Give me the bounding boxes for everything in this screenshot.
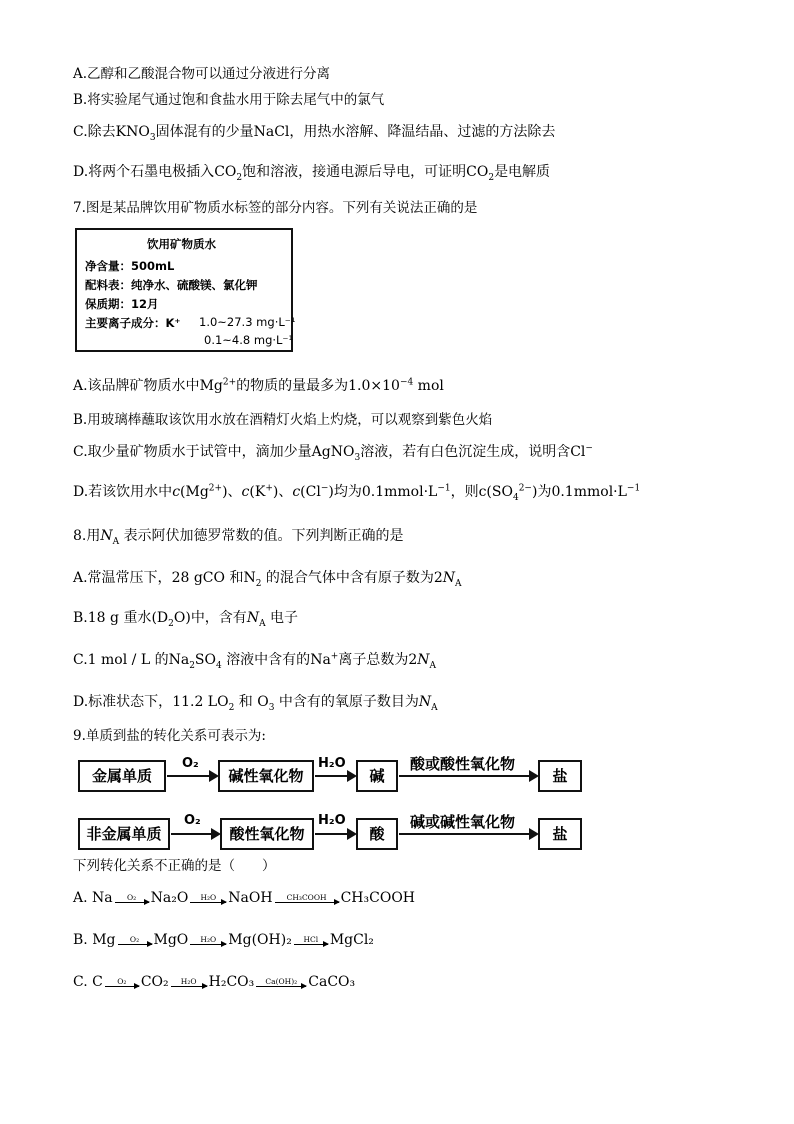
box-metal-element: 金属单质 xyxy=(78,760,166,792)
arrow-o2-2 xyxy=(171,833,219,835)
q9-option-a: A. Na O₂ Na₂O H₂O NaOH CH₃COOH CH₃COOH xyxy=(73,890,416,906)
q9-option-b: B. Mg O₂ MgO H₂O Mg(OH)₂ HCl MgCl₂ xyxy=(73,932,374,948)
box-basic-oxide: 碱性氧化物 xyxy=(218,760,314,792)
q7-option-c: C.取少量矿物质水于试管中，滴加少量AgNO$_3$溶液，若有白色沉淀生成，说明含Cl− xyxy=(73,443,593,463)
box-acid: 酸 xyxy=(356,818,398,850)
box-acidic-oxide: 酸性氧化物 xyxy=(220,818,314,850)
box-base: 碱 xyxy=(356,760,398,792)
arrow-acid xyxy=(399,775,537,777)
label-shelf-life: 保质期：12月 xyxy=(85,297,159,311)
q8-option-c: C.1 mol / L 的$Na_2SO_4$ 溶液中含有的Na+离子总数为$2N_A$ xyxy=(73,651,437,671)
q6-option-b: B.将实验尾气通过饱和食盐水用于除去尾气中的氯气 xyxy=(73,92,385,108)
label-net-content: 净含量：500mL xyxy=(85,259,175,273)
arrow-base xyxy=(399,833,537,835)
q6-option-a: A.乙醇和乙酸混合物可以通过分液进行分离 xyxy=(73,66,331,82)
label-ingredients: 配料表：纯净水、硫酸镁、氯化钾 xyxy=(85,278,258,292)
box-nonmetal-element: 非金属单质 xyxy=(78,818,170,850)
q8-stem: 8.用$N_A$ 表示阿伏加德罗常数的值。下列判断正确的是 xyxy=(73,528,404,547)
q7-option-b: B.用玻璃棒蘸取该饮用水放在酒精灯火焰上灼烧，可以观察到紫色火焰 xyxy=(73,412,493,428)
q9-question: 下列转化关系不正确的是（ ） xyxy=(73,858,276,874)
label-title: 饮用矿物质水 xyxy=(147,237,216,251)
q8-option-d: D.标准状态下，11.2 $LO_2$ 和 $O_3$ 中含有的氧原子数目为$N_A$ xyxy=(73,694,438,713)
box-salt-2: 盐 xyxy=(538,818,582,850)
arrow-h2o-2 xyxy=(315,833,355,835)
arrow-h2o-1 xyxy=(315,775,355,777)
q7-option-d: D.若该饮用水中$c(Mg^{2+})$、c(K+)、c(Cl−)均为$0.1mmol\cdot L^{-1}$，则$c(SO_4^{2-})$为$0.1mmol\cdot L^{-1}$ xyxy=(73,483,641,503)
arrow-o2-1 xyxy=(167,775,217,777)
label-mg-range: 0.1~4.8 mg·L⁻¹ xyxy=(204,333,294,347)
label-k-range: 1.0~27.3 mg·L⁻¹ xyxy=(199,315,296,329)
q9-stem: 9.单质到盐的转化关系可表示为: xyxy=(73,728,266,744)
q6-option-c: C.除去$KNO_3$固体混有的少量NaCl，用热水溶解、降温结晶、过滤的方法除去 xyxy=(73,124,556,143)
q8-option-a: A.常温常压下，28 gCO 和$N_2$ 的混合气体中含有原子数为$2N_A$ xyxy=(73,570,462,589)
q9-option-c: C. C O₂ CO₂ H₂O H₂CO₃ Ca(OH)₂ CaCO₃ xyxy=(73,974,356,990)
q6-option-d: D.将两个石墨电极插入$CO_2$饱和溶液，接通电源后导电，可证明$CO_2$是电解质 xyxy=(73,164,551,183)
box-salt-1: 盐 xyxy=(538,760,582,792)
label-ions: 主要离子成分：K⁺ xyxy=(85,316,181,330)
q7-option-a: A.该品牌矿物质水中$Mg^{2+}$的物质的量最多为$1.0\times 10^{-4}$ mol xyxy=(73,377,444,394)
mineral-water-label xyxy=(75,228,296,352)
q8-option-b: B.18 g 重水$(D_2O)$中，含有$N_A$ 电子 xyxy=(73,610,299,629)
q7-stem: 7.图是某品牌饮用矿物质水标签的部分内容。下列有关说法正确的是 xyxy=(73,200,478,216)
